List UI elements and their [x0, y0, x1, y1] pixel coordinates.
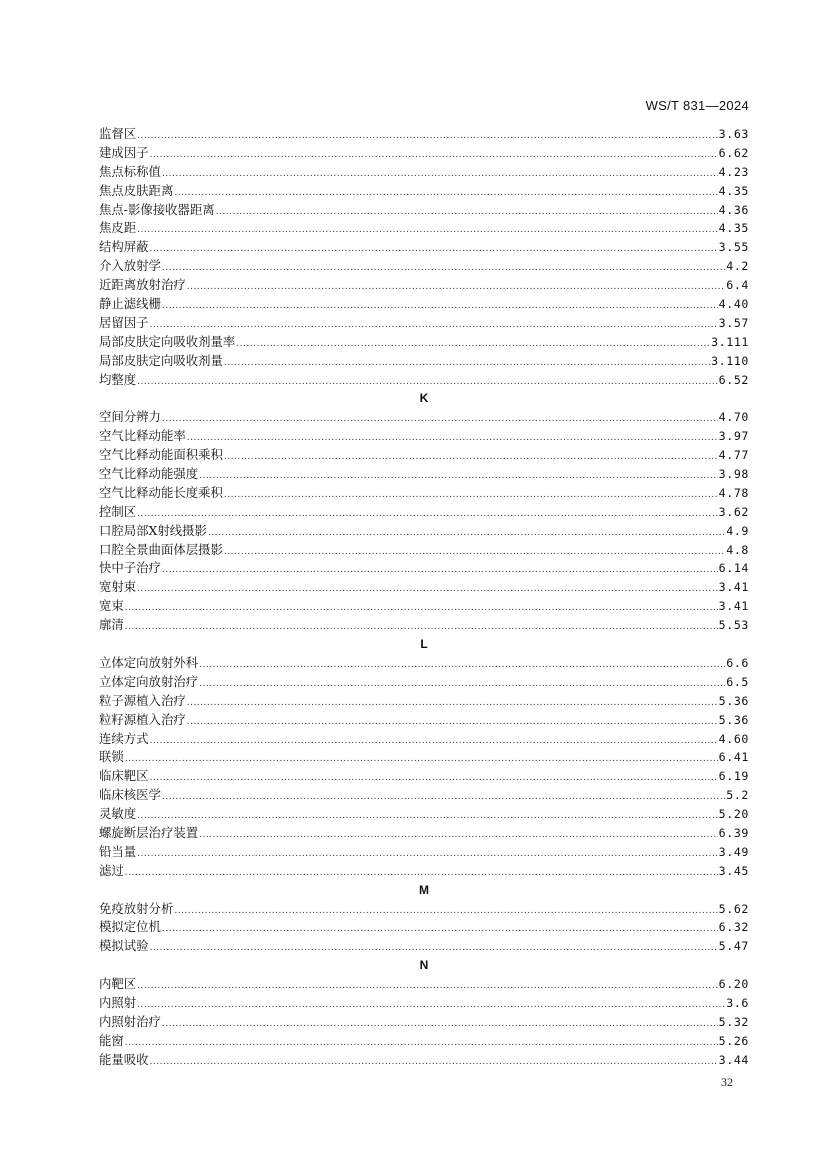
clause-reference: 6.52 — [718, 372, 749, 387]
dot-leader — [236, 335, 710, 354]
dot-leader — [162, 165, 718, 184]
clause-reference: 3.111 — [711, 334, 749, 349]
index-entry — [99, 144, 749, 163]
index-term: 焦点-影像接收器距离 — [99, 201, 215, 217]
index-entry — [99, 163, 749, 182]
index-term: 铅当量 — [99, 843, 137, 859]
index-list — [99, 125, 749, 1070]
clause-reference: 3.97 — [718, 429, 749, 444]
index-entry — [99, 465, 749, 484]
index-term: 结构屏蔽 — [99, 239, 149, 255]
clause-reference: 4.40 — [718, 297, 749, 312]
dot-leader — [162, 561, 718, 580]
index-term: 模拟试验 — [99, 938, 149, 954]
dot-leader — [125, 599, 718, 618]
clause-reference: 3.57 — [718, 315, 749, 330]
index-entry — [99, 257, 749, 276]
dot-leader — [199, 826, 718, 845]
index-entry — [99, 1032, 749, 1051]
dot-leader — [125, 864, 718, 883]
index-entry — [99, 937, 749, 956]
index-entry — [99, 238, 749, 257]
index-entry — [99, 182, 749, 201]
index-entry — [99, 295, 749, 314]
clause-reference: 5.20 — [718, 807, 749, 822]
dot-leader — [187, 278, 726, 297]
index-term: 居留因子 — [99, 314, 149, 330]
index-entry — [99, 730, 749, 749]
index-term: 焦皮距 — [99, 220, 137, 236]
dot-leader — [150, 146, 718, 165]
index-term: 快中子治疗 — [99, 560, 161, 576]
clause-reference: 4.35 — [718, 221, 749, 236]
clause-reference: 4.78 — [718, 485, 749, 500]
dot-leader — [137, 977, 718, 996]
index-term: 空间分辨力 — [99, 409, 161, 425]
index-term: 空气比释动能强度 — [99, 466, 199, 482]
section-letter: K — [419, 391, 429, 406]
index-term: 焦点标称值 — [99, 163, 161, 179]
index-term: 空气比释动能长度乘积 — [99, 484, 223, 500]
index-entry — [99, 484, 749, 503]
index-entry — [99, 276, 749, 295]
clause-reference: 4.70 — [718, 410, 749, 425]
dot-leader — [224, 543, 725, 562]
index-entry — [99, 446, 749, 465]
index-entry — [99, 994, 749, 1013]
index-entry — [99, 918, 749, 937]
index-term: 宽射束 — [99, 579, 137, 595]
dot-leader — [162, 297, 718, 316]
index-term: 口腔全景曲面体层摄影 — [99, 541, 223, 557]
dot-leader — [224, 486, 718, 505]
index-entry — [99, 578, 749, 597]
dot-leader — [137, 807, 718, 826]
dot-leader — [137, 221, 718, 240]
index-entry — [99, 427, 749, 446]
clause-reference: 4.60 — [718, 731, 749, 746]
index-entry — [99, 541, 749, 560]
index-term: 能量吸收 — [99, 1051, 149, 1067]
dot-leader — [187, 429, 718, 448]
index-term: 螺旋断层治疗装置 — [99, 824, 199, 840]
clause-reference: 5.47 — [718, 939, 749, 954]
clause-reference: 4.36 — [718, 202, 749, 217]
index-entry — [99, 843, 749, 862]
index-term: 立体定向放射治疗 — [99, 673, 199, 689]
page-number: 32 — [721, 1075, 733, 1089]
clause-reference: 4.35 — [718, 183, 749, 198]
dot-leader — [208, 524, 725, 543]
index-entry — [99, 767, 749, 786]
dot-leader — [174, 184, 717, 203]
clause-reference: 6.20 — [718, 977, 749, 992]
index-entry — [99, 805, 749, 824]
index-entry — [99, 673, 749, 692]
dot-leader — [187, 694, 718, 713]
index-term: 控制区 — [99, 503, 137, 519]
index-term: 滤过 — [99, 862, 124, 878]
index-term: 灵敏度 — [99, 806, 137, 822]
index-term: 监督区 — [99, 126, 137, 141]
index-entry — [99, 1013, 749, 1032]
clause-reference: 3.62 — [718, 504, 749, 519]
clause-reference: 6.19 — [718, 769, 749, 784]
index-entry — [99, 125, 749, 144]
index-term: 近距离放射治疗 — [99, 277, 186, 293]
index-entry — [99, 522, 749, 541]
clause-reference: 3.41 — [718, 580, 749, 595]
clause-reference: 6.4 — [726, 278, 749, 293]
clause-reference: 3.41 — [718, 599, 749, 614]
clause-reference: 6.14 — [718, 561, 749, 576]
standard-code: WS/T 831—2024 — [645, 98, 749, 113]
index-term: 模拟定位机 — [99, 919, 161, 935]
dot-leader — [187, 713, 718, 732]
index-term: 局部皮肤定向吸收剂量 — [99, 352, 223, 368]
clause-reference: 6.6 — [726, 655, 749, 670]
index-entry — [99, 711, 749, 730]
index-entry — [99, 900, 749, 919]
dot-leader — [162, 920, 718, 939]
index-entry — [99, 975, 749, 994]
clause-reference: 6.39 — [718, 825, 749, 840]
index-term: 粒子源植入治疗 — [99, 692, 186, 708]
index-entry — [99, 654, 749, 673]
dot-leader — [150, 240, 718, 259]
index-term: 廓清 — [99, 617, 124, 633]
dot-leader — [125, 750, 718, 769]
clause-reference: 3.55 — [718, 240, 749, 255]
index-term: 粒籽源植入治疗 — [99, 711, 186, 727]
index-entry — [99, 559, 749, 578]
dot-leader — [162, 410, 718, 429]
index-term: 内照射治疗 — [99, 1013, 161, 1029]
clause-reference: 4.23 — [718, 164, 749, 179]
dot-leader — [137, 845, 718, 864]
index-entry — [99, 692, 749, 711]
clause-reference: 4.77 — [718, 448, 749, 463]
index-entry — [99, 616, 749, 635]
index-entry — [99, 597, 749, 616]
clause-reference: 6.41 — [718, 750, 749, 765]
index-entry — [99, 352, 749, 371]
clause-reference: 4.2 — [726, 259, 749, 274]
dot-leader — [150, 1053, 718, 1072]
index-entry — [99, 333, 749, 352]
clause-reference: 5.36 — [718, 693, 749, 708]
dot-leader — [224, 354, 710, 373]
index-entry — [99, 786, 749, 805]
dot-leader — [137, 505, 718, 524]
dot-leader — [125, 1034, 718, 1053]
index-term: 联锁 — [99, 749, 124, 765]
clause-reference: 6.5 — [726, 674, 749, 689]
clause-reference: 3.6 — [726, 995, 749, 1010]
section-letter: L — [420, 637, 428, 652]
index-term: 免疫放射分析 — [99, 900, 174, 916]
dot-leader — [150, 939, 718, 958]
dot-leader — [216, 203, 718, 222]
dot-leader — [224, 448, 718, 467]
index-entry — [99, 314, 749, 333]
dot-leader — [162, 788, 725, 807]
index-term: 内照射 — [99, 994, 137, 1010]
dot-leader — [137, 127, 718, 146]
clause-reference: 5.62 — [718, 901, 749, 916]
clause-reference: 3.98 — [718, 467, 749, 482]
clause-reference: 5.32 — [718, 1014, 749, 1029]
clause-reference: 6.62 — [718, 145, 749, 160]
index-term: 内靶区 — [99, 976, 137, 992]
dot-leader — [162, 259, 725, 278]
dot-leader — [150, 732, 718, 751]
index-term: 介入放射学 — [99, 258, 161, 274]
clause-reference: 5.2 — [726, 788, 749, 803]
index-entry — [99, 219, 749, 238]
dot-leader — [199, 467, 718, 486]
clause-reference: 3.49 — [718, 844, 749, 859]
dot-leader — [137, 996, 725, 1015]
index-entry — [99, 503, 749, 522]
dot-leader — [199, 675, 725, 694]
index-term: 临床核医学 — [99, 787, 161, 803]
dot-leader — [174, 902, 717, 921]
index-term: 建成因子 — [99, 144, 149, 160]
clause-reference: 6.32 — [718, 920, 749, 935]
clause-reference: 3.63 — [718, 127, 749, 141]
index-entry — [99, 201, 749, 220]
index-entry — [99, 408, 749, 427]
index-term: 能窗 — [99, 1032, 124, 1048]
dot-leader — [199, 656, 725, 675]
index-term: 口腔局部X射线摄影 — [99, 522, 207, 538]
clause-reference: 3.44 — [718, 1052, 749, 1067]
index-term: 局部皮肤定向吸收剂量率 — [99, 333, 236, 349]
index-term: 焦点皮肤距离 — [99, 182, 174, 198]
clause-reference: 5.53 — [718, 618, 749, 633]
index-term: 宽束 — [99, 598, 124, 614]
index-term: 静止滤线栅 — [99, 296, 161, 312]
clause-reference: 4.8 — [726, 542, 749, 557]
clause-reference: 5.36 — [718, 712, 749, 727]
clause-reference: 3.110 — [711, 353, 749, 368]
index-entry — [99, 748, 749, 767]
index-entry — [99, 862, 749, 881]
dot-leader — [150, 769, 718, 788]
index-term: 空气比释动能面积乘积 — [99, 447, 223, 463]
section-letter: N — [419, 958, 429, 973]
dot-leader — [137, 580, 718, 599]
index-term: 连续方式 — [99, 730, 149, 746]
index-term: 均整度 — [99, 371, 137, 387]
clause-reference: 5.26 — [718, 1033, 749, 1048]
clause-reference: 3.45 — [718, 863, 749, 878]
index-term: 临床靶区 — [99, 768, 149, 784]
index-entry — [99, 1051, 749, 1070]
index-term: 空气比释动能率 — [99, 428, 186, 444]
index-term: 立体定向放射外科 — [99, 654, 199, 670]
index-entry — [99, 371, 749, 390]
section-letter: M — [419, 882, 429, 897]
index-entry — [99, 824, 749, 843]
dot-leader — [162, 1015, 718, 1034]
clause-reference: 4.9 — [726, 523, 749, 538]
